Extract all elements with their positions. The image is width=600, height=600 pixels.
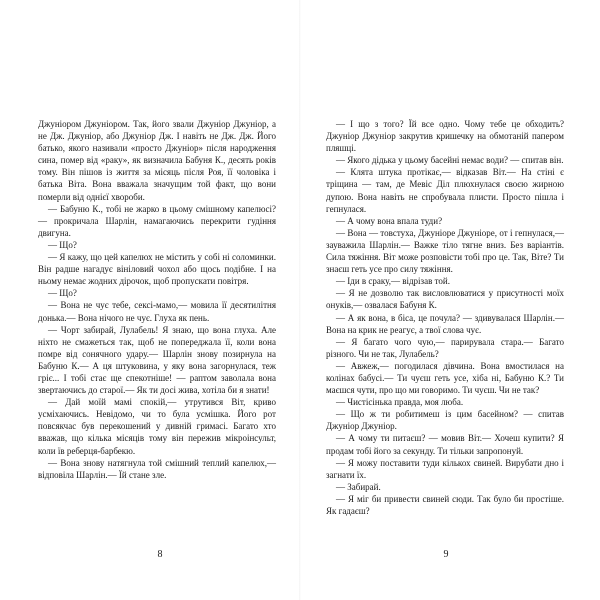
paragraph: — Що? — [48, 288, 77, 299]
paragraph: — Авжеж,— погодилася дівчина. Вона вмостилася на колінах бабусі.— Ти чуєш геть усе, хіба ні, Бабуню К.? Ти маєшся чути, про що ми говоримо. Ти чуєш. Чи не так? — [326, 360, 564, 396]
paragraph: — А чому ти питаєш? — мовив Віт.— Хочеш купити? Я продам тобі його за секунду. Ти тільки запропонуй. — [326, 433, 564, 456]
paragraph: — Чистісінька правда, моя люба. — [336, 397, 464, 408]
paragraph: — Вона не чує тебе, сексі-мамо,— мовила її десятилітня донька.— Вона нічого не чує. Глуха як пень. — [38, 300, 276, 323]
paragraph: — А чому вона впала туди? — [336, 215, 443, 226]
page-number: 8 — [157, 549, 163, 560]
paragraph: — Що? — [48, 239, 77, 250]
paragraph: — А як вона, в біса, це почула? — здивувалася Шарлін.— Вона на крик не реагує, а твої слова чує. — [326, 312, 564, 335]
paragraph: — Якого дідька у цьому басейні немає води? — спитав він. — [336, 155, 564, 166]
paragraph: — І що з того? Їй все одно. Чому тебе це обходить? Джуніор Джуніор закрутив кришечку на обмотаній папером пляшці. — [326, 119, 564, 154]
paragraph: — Дай моїй мамі спокій,— утрутився Віт, криво усміхаючись. Невідомо, чи то була усмішка. Його рот повсякчас був перекошений у дивній гримасі. Багато хто вважав, що кілька місяців тому він пережив мікроінсульт, коли їв реберця-барбекю. — [38, 397, 276, 456]
paragraph: — Я міг би привести свиней сюди. Так було би простіше. Як гадаєш? — [326, 493, 564, 516]
paragraph: — Іди в сраку,— відрізав той. — [336, 276, 450, 287]
paragraph: — Я можу поставити туди кількох свиней. Вирубати дно і загнати їх. — [326, 457, 564, 480]
paragraph: — Клята штука протікає,— відказав Віт.— На стіні є тріщина — там, де Мевіс Діл плюхнулася своєю жирною дупою. Вона навіть не спробувала плисти. Просто пішла і гепнулася. — [326, 167, 564, 214]
paragraph: — Я не дозволю так висловлюватися у присутності моїх онуків,— озвалася Бабуня К. — [326, 288, 564, 311]
book-gutter — [299, 0, 301, 600]
paragraph: Джуніором Джуніором. Так, його звали Джуніор Джуніор, а не Дж. Джуніор, або Джуніор Дж. І навіть не Дж. Дж. Його батько, якого називали «просто Джуніор» після народження сина, помер від «раку», як визначила Бабуня К., десять років тому. Він пішов із життя за місяць після Роя, її чоловіка і батька Віта. Вона вважала значущим той факт, що вони померли від однієї хвороби. — [38, 119, 276, 202]
page-number: 9 — [443, 549, 449, 560]
right-page-text — [326, 118, 564, 517]
paragraph: — Забирай. — [336, 481, 381, 492]
paragraph: — Вона — товстуха, Джуніоре Джуніоре, от і гепнулася,— зауважила Шарлін.— Важке тіло тягне вниз. Без варіантів. Сила тяжіння. Віт може розповісти тобі про це. Так, Віте? Ти знаєш геть усе про силу тяжіння. — [326, 227, 564, 275]
paragraph: — Вона знову натягнула той смішний теплий капелюх,— відповіла Шарлін.— Їй стане зле. — [38, 457, 276, 480]
paragraph: — Бабуню К., тобі не жарко в цьому смішному капелюсі? — прокричала Шарлін, намагаючись перекрити гудіння двигуна. — [38, 203, 276, 238]
left-page-text — [38, 118, 276, 481]
paragraph: — Чорт забирай, Лулабель! Я знаю, що вона глуха. Але ніхто не смажеться так, щоб не попереджала її, коли вона помре від сонячного удару.— Шарлін знову позирнула на Бабуню К.— А ця штуковина, у яку вона загорнулася, теж гріє... І тобі стає ще спекотніше! — раптом заволала вона звертаючись до старої.— Як ти досі жива, хотіла би я знати! — [38, 324, 276, 396]
paragraph: — Я кажу, що цей капелюх не містить у собі ні соломинки. Він радше нагадує вініловий чохол або щось подібне. І на ньому немає жодних дірочок, щоб пропускати повітря. — [38, 252, 276, 287]
paragraph: — Я багато чого чую,— парирувала стара.— Багато різного. Чи не так, Лулабель? — [326, 336, 564, 359]
paragraph: — Що ж ти робитимеш із цим басейном? — спитав Джуніор Джуніор. — [326, 409, 564, 432]
